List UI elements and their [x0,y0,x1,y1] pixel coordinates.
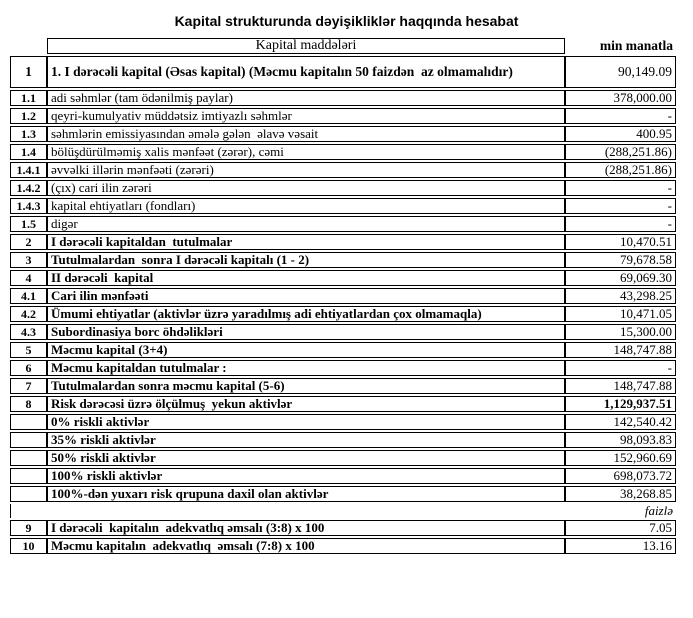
row-label-cell: 0% riskli aktivlər [47,414,565,430]
row-value-cell: 1,129,937.51 [565,396,676,412]
row-value-cell: 148,747.88 [565,378,676,394]
capital-report-table [10,36,676,556]
row-number-cell: 4.2 [10,306,47,322]
row-value-cell: 152,960.69 [565,450,676,466]
row-number-cell: 2 [10,234,47,250]
row-value-cell: - [565,180,676,196]
table-row [10,360,676,376]
row-label-cell: digər [47,216,565,232]
table-row [10,90,676,106]
row-label-cell: Məcmu kapitalın adekvatlıq əmsalı (7:8) x 100 [47,538,565,554]
row-label-cell: kapital ehtiyatları (fondları) [47,198,565,214]
table-row [10,216,676,232]
row-number-cell: 1.4 [10,144,47,160]
unit-note-label: faizlə [10,504,676,518]
row-number-cell: 6 [10,360,47,376]
table-row [10,144,676,160]
table-row [10,270,676,286]
row-value-cell: (288,251.86) [565,144,676,160]
row-label-cell: (çıx) cari ilin zərəri [47,180,565,196]
row-label-cell: Məcmu kapital (3+4) [47,342,565,358]
row-label-cell: qeyri-kumulyativ müddətsiz imtiyazlı səhmlər [47,108,565,124]
row-number-cell: 7 [10,378,47,394]
row-number-cell [10,432,47,448]
row-number-cell: 9 [10,520,47,536]
row-value-cell: 15,300.00 [565,324,676,340]
row-value-cell: 378,000.00 [565,90,676,106]
row-label-cell: Cari ilin mənfəəti [47,288,565,304]
table-row [10,180,676,196]
row-number-cell: 5 [10,342,47,358]
row-number-cell [10,450,47,466]
table-row [10,234,676,250]
table-row [10,450,676,466]
row-number-cell: 1.5 [10,216,47,232]
row-number-cell: 8 [10,396,47,412]
unit-note-row [10,504,676,518]
row-label-cell: Risk dərəcəsi üzrə ölçülmuş yekun aktivlər [47,396,565,412]
table-row [10,342,676,358]
table-row [10,324,676,340]
row-value-cell: 400.95 [565,126,676,142]
row-number-cell: 1.4.1 [10,162,47,178]
row-value-cell: 43,298.25 [565,288,676,304]
row-label-cell: səhmlərin emissiyasından əmələ gələn əlavə vəsait [47,126,565,142]
row-number-cell: 1.4.3 [10,198,47,214]
table-row [10,56,676,88]
header-blank-cell [10,38,47,54]
row-value-cell: 10,471.05 [565,306,676,322]
row-value-cell: 148,747.88 [565,342,676,358]
row-value-cell: 98,093.83 [565,432,676,448]
row-value-cell: 142,540.42 [565,414,676,430]
row-number-cell: 1.4.2 [10,180,47,196]
row-label-cell: Subordinasiya borc öhdəlikləri [47,324,565,340]
row-value-cell: - [565,360,676,376]
row-value-cell: - [565,198,676,214]
row-label-cell: 50% riskli aktivlər [47,450,565,466]
row-number-cell [10,468,47,484]
row-value-cell: 79,678.58 [565,252,676,268]
row-value-cell: - [565,108,676,124]
row-label-cell: adi səhmlər (tam ödənilmiş paylar) [47,90,565,106]
page-title: Kapital strukturunda dəyişikliklər haqqında hesabat [174,13,519,29]
row-value-cell: 13.16 [565,538,676,554]
row-number-cell [10,414,47,430]
table-row [10,432,676,448]
row-value-cell: 69,069.30 [565,270,676,286]
header-items-label: Kapital maddələri [47,38,565,54]
row-number-cell: 1.1 [10,90,47,106]
row-number-cell: 1.2 [10,108,47,124]
row-value-cell: 7.05 [565,520,676,536]
row-value-cell: (288,251.86) [565,162,676,178]
row-label-cell: 1. I dərəcəli kapital (Əsas kapital) (Məcmu kapitalın 50 faizdən az olmamalıdır) [47,56,565,88]
row-number-cell: 10 [10,538,47,554]
row-value-cell: 698,073.72 [565,468,676,484]
table-row [10,126,676,142]
table-row [10,288,676,304]
row-label-cell: bölüşdürülməmiş xalis mənfəət (zərər), cəmi [47,144,565,160]
row-label-cell: 100% riskli aktivlər [47,468,565,484]
row-value-cell: 90,149.09 [565,56,676,88]
row-number-cell [10,486,47,502]
row-value-cell: 38,268.85 [565,486,676,502]
row-number-cell: 1.3 [10,126,47,142]
table-row [10,396,676,412]
table-row [10,486,676,502]
row-label-cell: 100%-dən yuxarı risk qrupuna daxil olan aktivlər [47,486,565,502]
row-label-cell: I dərəcəli kapitaldan tutulmalar [47,234,565,250]
table-row [10,162,676,178]
row-label-cell: II dərəcəli kapital [47,270,565,286]
table-header-row [10,38,676,54]
table-row [10,108,676,124]
table-row [10,468,676,484]
table-row [10,198,676,214]
report-table-body [10,38,676,554]
table-row [10,378,676,394]
row-number-cell: 3 [10,252,47,268]
row-label-cell: əvvəlki illərin mənfəəti (zərəri) [47,162,565,178]
table-row [10,306,676,322]
row-label-cell: 35% riskli aktivlər [47,432,565,448]
row-label-cell: Tutulmalardan sonra məcmu kapital (5-6) [47,378,565,394]
row-number-cell: 1 [10,56,47,88]
row-label-cell: Ümumi ehtiyatlar (aktivlər üzrə yaradılmış adi ehtiyatlardan çox olmamaqla) [47,306,565,322]
header-unit-label: min manatla [599,38,673,53]
row-number-cell: 4 [10,270,47,286]
row-value-cell: - [565,216,676,232]
table-row [10,252,676,268]
row-label-cell: Tutulmalardan sonra I dərəcəli kapitalı (1 - 2) [47,252,565,268]
row-label-cell: I dərəcəli kapitalın adekvatlıq əmsalı (3:8) x 100 [47,520,565,536]
table-row [10,538,676,554]
row-number-cell: 4.3 [10,324,47,340]
row-label-cell: Məcmu kapitaldan tutulmalar : [47,360,565,376]
table-row [10,520,676,536]
table-row [10,414,676,430]
row-value-cell: 10,470.51 [565,234,676,250]
row-number-cell: 4.1 [10,288,47,304]
